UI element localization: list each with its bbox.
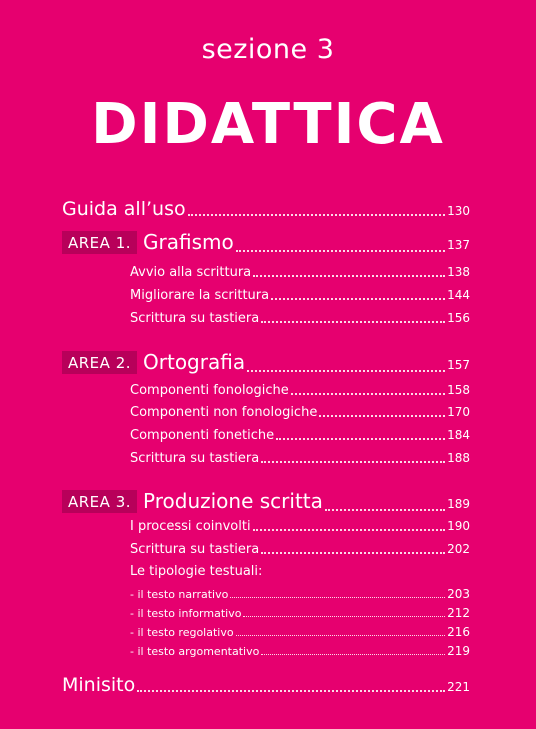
toc-entry-label: - il testo regolativo bbox=[130, 626, 234, 639]
page-number: 156 bbox=[447, 311, 470, 325]
dot-leader bbox=[236, 249, 445, 252]
dot-leader bbox=[230, 596, 445, 598]
dot-leader bbox=[319, 414, 445, 417]
toc-subentry[interactable] bbox=[130, 383, 470, 398]
toc-entry-label: Scrittura su tastiera bbox=[130, 542, 260, 557]
toc-entry-label: - il testo argomentativo bbox=[130, 645, 260, 658]
area-badge: AREA 3. bbox=[62, 490, 137, 513]
dot-leader bbox=[261, 460, 445, 463]
page-number: 203 bbox=[447, 587, 470, 601]
toc-entry-area1[interactable] bbox=[62, 230, 470, 255]
toc-subentry[interactable] bbox=[130, 265, 470, 280]
toc-entry-label: Componenti fonologiche bbox=[130, 383, 289, 398]
dot-leader bbox=[291, 392, 445, 395]
page-number: 137 bbox=[447, 238, 470, 252]
toc-entry-area3[interactable] bbox=[62, 489, 470, 514]
toc-entry-label: Migliorare la scrittura bbox=[130, 288, 270, 303]
tipologie-heading: Le tipologie testuali: bbox=[130, 564, 263, 579]
page-number: 189 bbox=[447, 497, 470, 511]
dot-leader bbox=[253, 528, 446, 531]
area-badge: AREA 1. bbox=[62, 231, 137, 254]
page-number: 219 bbox=[447, 644, 470, 658]
area-badge: AREA 2. bbox=[62, 351, 137, 374]
toc-subentry[interactable] bbox=[130, 542, 470, 557]
page-number: 190 bbox=[447, 519, 470, 533]
toc-entry-label: Avvio alla scrittura bbox=[130, 265, 252, 280]
toc-entry-label: Scrittura su tastiera bbox=[130, 451, 260, 466]
page-number: 221 bbox=[447, 680, 470, 694]
toc-entry-label: Componenti fonetiche bbox=[130, 428, 275, 443]
section-label: sezione 3 bbox=[201, 34, 335, 65]
page-number: 188 bbox=[447, 451, 470, 465]
toc-subsubentry[interactable] bbox=[130, 587, 470, 601]
page-title: DIDATTICA bbox=[91, 92, 445, 157]
toc-subsubentry[interactable] bbox=[130, 644, 470, 658]
toc-entry-label: - il testo narrativo bbox=[130, 588, 229, 601]
toc-subentry[interactable] bbox=[130, 288, 470, 303]
toc-entry-label: - il testo informativo bbox=[130, 607, 242, 620]
toc-subentry[interactable] bbox=[130, 311, 470, 326]
page-number: 216 bbox=[447, 625, 470, 639]
toc-entry-guida[interactable] bbox=[62, 198, 470, 220]
toc-subsubentry[interactable] bbox=[130, 625, 470, 639]
page-number: 144 bbox=[447, 288, 470, 302]
page-number: 130 bbox=[447, 204, 470, 218]
page-number: 212 bbox=[447, 606, 470, 620]
dot-leader bbox=[325, 508, 445, 511]
toc-entry-label: Ortografia bbox=[143, 350, 246, 374]
toc-entry-label: Scrittura su tastiera bbox=[130, 311, 260, 326]
toc-subsubentry[interactable] bbox=[130, 606, 470, 620]
dot-leader bbox=[261, 653, 445, 655]
toc-subentry[interactable] bbox=[130, 405, 470, 420]
dot-leader bbox=[188, 213, 446, 216]
page-number: 138 bbox=[447, 265, 470, 279]
page-number: 157 bbox=[447, 358, 470, 372]
dot-leader bbox=[137, 689, 445, 692]
page-number: 158 bbox=[447, 383, 470, 397]
toc-entry-label: Grafismo bbox=[143, 230, 234, 254]
dot-leader bbox=[261, 320, 445, 323]
page-number: 170 bbox=[447, 405, 470, 419]
toc-entry-label: I processi coinvolti bbox=[130, 519, 251, 534]
dot-leader bbox=[243, 615, 445, 617]
dot-leader bbox=[236, 634, 446, 636]
toc-entry-label: Guida all’uso bbox=[62, 198, 186, 220]
toc-subentry[interactable] bbox=[130, 519, 470, 534]
toc-subentry[interactable] bbox=[130, 428, 470, 443]
page-number: 184 bbox=[447, 428, 470, 442]
toc-entry-minisito[interactable] bbox=[62, 674, 470, 696]
dot-leader bbox=[247, 369, 445, 372]
page-number: 202 bbox=[447, 542, 470, 556]
toc-subentry[interactable] bbox=[130, 451, 470, 466]
dot-leader bbox=[253, 274, 445, 277]
toc-entry-label: Componenti non fonologiche bbox=[130, 405, 318, 420]
toc-entry-area2[interactable] bbox=[62, 350, 470, 375]
toc-entry-label: Produzione scritta bbox=[143, 489, 323, 513]
dot-leader bbox=[276, 437, 445, 440]
dot-leader bbox=[261, 551, 445, 554]
dot-leader bbox=[271, 297, 445, 300]
toc-entry-label: Minisito bbox=[62, 674, 136, 696]
